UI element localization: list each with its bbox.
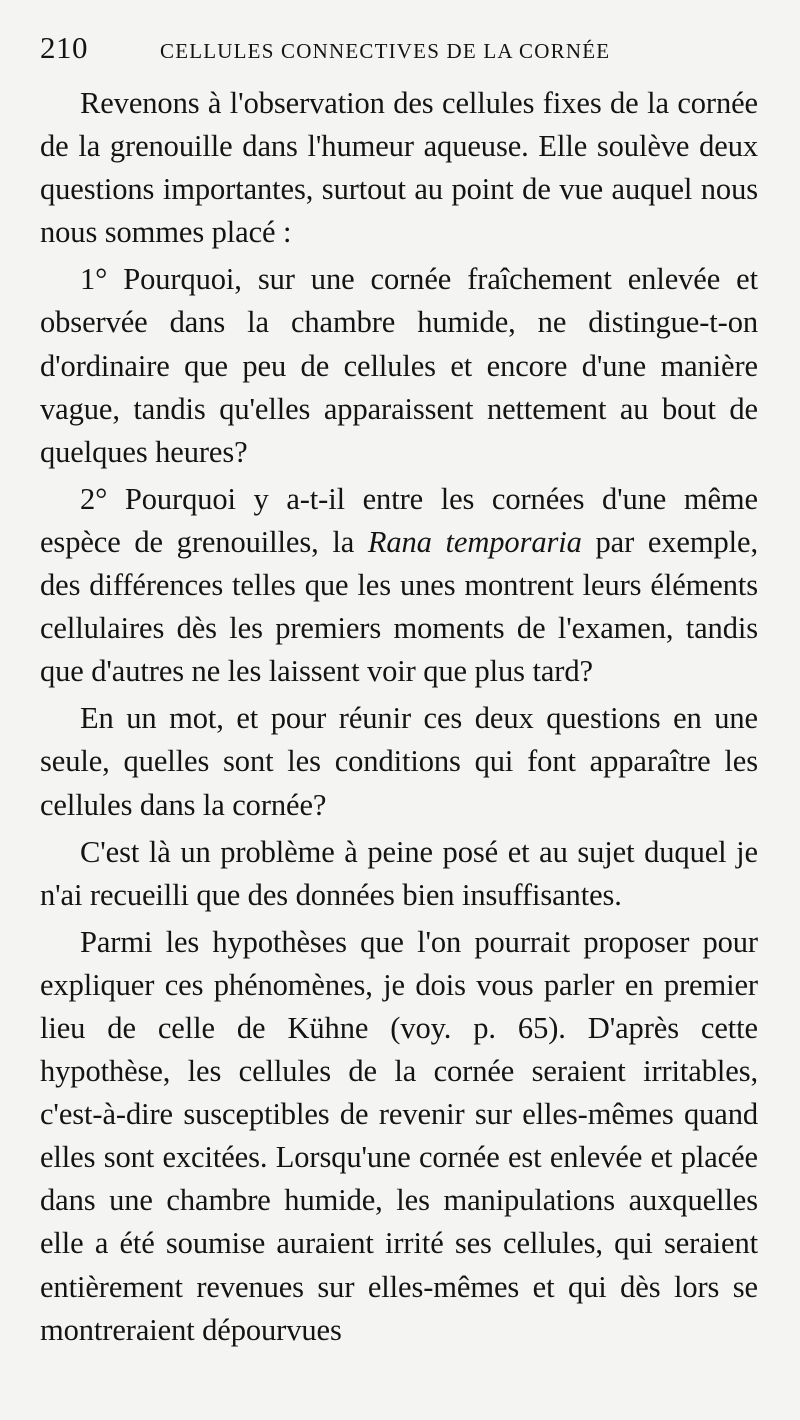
paragraph-6: Parmi les hypothèses que l'on pourrait proposer pour expliquer ces phénomènes, je dois vous parler en premier lieu de celle de Kühne (voy. p. 65). D'après cette hypothèse, les cellules de la cornée seraient irritables, c'est-à-dire susceptibles de revenir sur elles-mêmes quand elles sont excitées. Lorsqu'une cornée est enlevée et placée dans une chambre humide, les manipulations auxquelles elle a été soumise auraient irrité ses cellules, qui seraient entièrement revenues sur elles-mêmes et qui dès lors se montreraient dépourvues	[40, 924, 758, 1347]
paragraph-5: C'est là un problème à peine posé et au sujet duquel je n'ai recueilli que des données bien insuffisantes.	[40, 834, 758, 912]
running-title: CELLULES CONNECTIVES DE LA CORNÉE	[160, 39, 611, 63]
paragraph-2: 1° Pourquoi, sur une cornée fraîchement enlevée et observée dans la chambre humide, ne distingue-t-on d'ordinaire que peu de cellules et encore d'une manière vague, tandis qu'elles apparaissent nettement au bout de quelques heures?	[40, 262, 758, 469]
paragraph-3	[40, 478, 758, 693]
body-text	[40, 82, 758, 1352]
running-head	[40, 30, 758, 82]
paragraph-4: En un mot, et pour réunir ces deux questions en une seule, quelles sont les conditions qui font apparaître les cellules dans la cornée?	[40, 701, 758, 822]
species-name: Rana temporaria	[367, 524, 582, 559]
paragraph-1: Revenons à l'observation des cellules fixes de la cornée de la grenouille dans l'humeur aqueuse. Elle soulève deux questions importantes, surtout au point de vue auquel nous nous sommes placé :	[40, 86, 758, 250]
paragraph-3-before: 2° Pourquoi y a-t-il entre les cornées d'une même espèce de grenouilles, la	[40, 481, 758, 559]
paragraph-3-after: par exemple, des différences telles que les unes montrent leurs éléments cellulaires dès les premiers moments de l'examen, tandis que d'autres ne les laissent voir que plus tard?	[40, 524, 758, 689]
page-number: 210	[40, 30, 88, 65]
